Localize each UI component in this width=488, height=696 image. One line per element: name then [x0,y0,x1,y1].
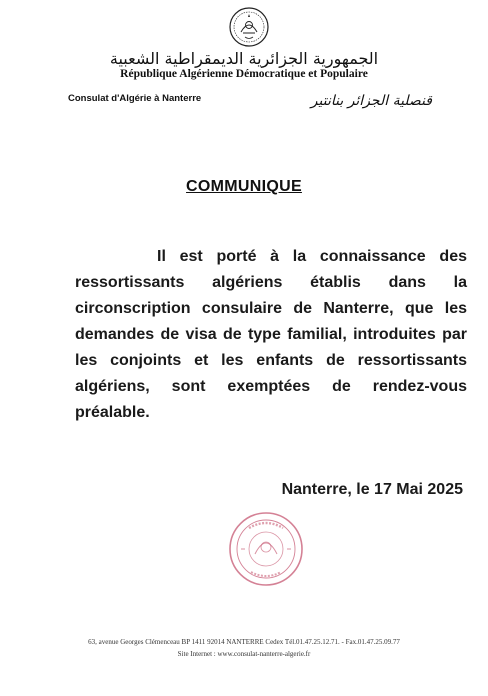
arabic-state-title: الجمهورية الجزائرية الديمقراطية الشعبية [109,49,379,68]
date-line: Nanterre, le 17 Mai 2025 [281,481,463,498]
consulate-name-ar: قنصلية الجزائر بنانتير [310,93,432,109]
footer-address: 63, avenue Georges Clémenceau BP 1411 92014 NANTERRE Cedex Tél.01.47.25.12.71. - Fax.01.47.25.09.77 [88,638,400,646]
consulate-stamp-icon [227,510,305,588]
body-paragraph-container [75,244,467,426]
algeria-emblem-icon [228,6,270,48]
footer-website: Site Internet : www.consulat-nanterre-algerie.fr [177,650,311,658]
document-title: COMMUNIQUE [186,178,302,195]
body-paragraph: Il est porté à la connaissance des ressortissants algériens établis dans la circonscription consulaire de Nanterre, que les demandes de visa de type familial, introduites par les conjoints et les enfants de ressortissants algériens, sont exemptées de rendez-vous préalable. [75,248,467,421]
french-state-title: République Algérienne Démocratique et Populaire [120,68,368,80]
consulate-name-fr: Consulat d'Algérie à Nanterre [68,93,202,104]
